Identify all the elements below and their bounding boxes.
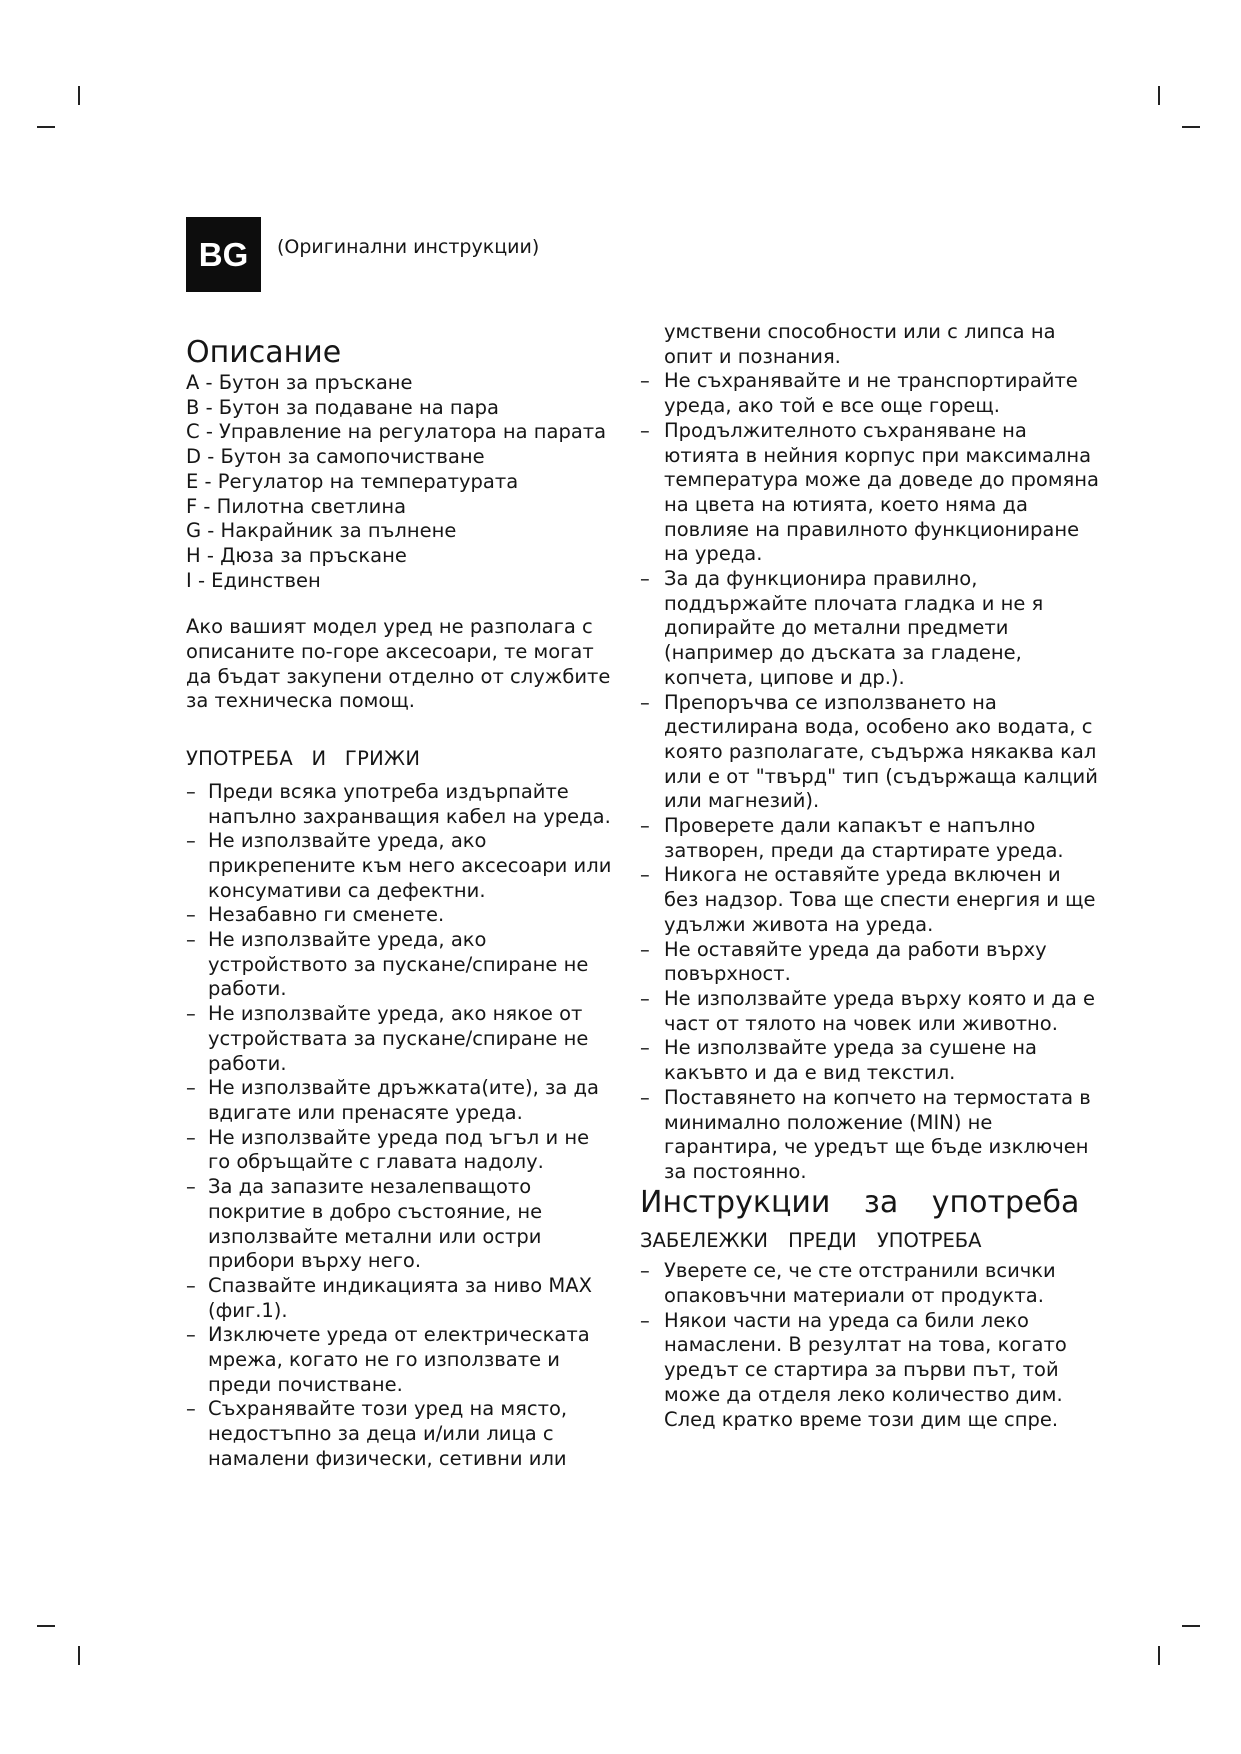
original-instructions-subtitle: (Оригинални инструкции) <box>277 236 540 258</box>
parts-list <box>186 371 616 593</box>
part-item-a: A - Бутон за пръскане <box>186 371 413 394</box>
right-column <box>640 320 1100 1432</box>
part-item-d: D - Бутон за самопочистване <box>186 445 485 469</box>
list-item: – Не използвайте уреда, ако устройството за пускане/спиране не работи. <box>186 928 616 1002</box>
list-item: – Изключете уреда от електрическата мрежа, когато не го използвате и преди почистване. <box>186 1323 616 1397</box>
crop-mark-bottom-left-vertical <box>78 1646 80 1665</box>
list-item: – Не оставяйте уреда да работи върху повърхност. <box>640 938 1100 987</box>
part-item-i: I - Единствен <box>186 568 321 592</box>
list-item: – Не използвайте уреда върху която и да е част от тялото на човек или животно. <box>640 987 1100 1036</box>
list-item: – Никога не оставяйте уреда включен и без надзор. Това ще спести енергия и ще удължи живота на уреда. <box>640 863 1100 937</box>
list-item: – Уверете се, че сте отстранили всички опаковъчни материали от продукта. <box>640 1259 1100 1308</box>
list-item: – Съхранявайте този уред на място, недостъпно за деца и/или лица с намалени физически, сетивни или <box>186 1397 616 1471</box>
instructions-title: Инструкции за употреба <box>640 1184 1080 1220</box>
list-item: – Не съхранявайте и не транспортирайте уреда, ако той е все още горещ. <box>640 369 1100 418</box>
crop-mark-top-right-vertical <box>1158 86 1160 105</box>
list-item: – Проверете дали капакът е напълно затворен, преди да стартирате уреда. <box>640 814 1100 863</box>
notes-before-use-title: ЗАБЕЛЕЖКИ ПРЕДИ УПОТРЕБА <box>640 1228 982 1252</box>
crop-mark-top-right-horizontal <box>1182 126 1200 128</box>
crop-mark-top-left-horizontal <box>37 126 55 128</box>
use-and-care-list <box>186 780 616 1472</box>
list-item: – Незабавно ги сменете. <box>186 903 616 928</box>
crop-mark-bottom-right-horizontal <box>1182 1625 1200 1627</box>
crop-mark-bottom-left-horizontal <box>37 1625 55 1627</box>
list-item: – Поставянето на копчето на термостата в минимално положение (MIN) не гарантира, че уредът ще бъде изключен за постоянно. <box>640 1086 1100 1185</box>
list-item: – За да запазите незалепващото покритие в добро състояние, не използвайте метални или остри прибори върху него. <box>186 1175 616 1274</box>
list-item: – За да функционира правилно, поддържайте плочата гладка и не я допирайте до метални предмети (например до дъската за гладене, копчета, ципове и др.). <box>640 567 1100 691</box>
use-and-care-list-continued <box>640 369 1100 1184</box>
part-item-f: F - Пилотна светлина <box>186 494 407 518</box>
accessories-note: Ако вашият модел уред не разполага с описаните по-горе аксесоари, те могат да бъдат закупени отделно от службите за техническа помощ. <box>186 615 611 713</box>
list-item: – Не използвайте дръжката(ите), за да вдигате или пренасяте уреда. <box>186 1076 616 1125</box>
list-item-continuation: умствени способности или с липса на опит и познания. <box>664 320 1056 368</box>
part-item-c: C - Управление на регулатора на парата <box>186 420 607 444</box>
list-item: – Не използвайте уреда, ако прикрепените към него аксесоари или консумативи са дефектни. <box>186 829 616 903</box>
list-item: – Не използвайте уреда под ъгъл и не го обръщайте с главата надолу. <box>186 1126 616 1175</box>
notes-before-use-list <box>640 1259 1100 1432</box>
language-badge: BG <box>186 217 261 292</box>
part-item-e: E - Регулатор на температурата <box>186 469 519 493</box>
part-item-h: H - Дюза за пръскане <box>186 543 407 567</box>
part-item-b: B - Бутон за подаване на пара <box>186 395 499 419</box>
crop-mark-bottom-right-vertical <box>1158 1646 1160 1665</box>
list-item: – Препоръчва се използването на дестилирана вода, особено ако водата, с която разполагате, съдържа някаква кал или е от "твърд" тип (съдържаща калций или магнезий). <box>640 691 1100 815</box>
crop-mark-top-left-vertical <box>78 86 80 105</box>
description-title: Описание <box>186 335 342 370</box>
list-item: – Някои части на уреда са били леко намаслени. В резултат на това, когато уредът се стартира за първи път, той може да отделя леко количество дим. След кратко време този дим ще спре. <box>640 1309 1100 1433</box>
list-item: – Не използвайте уреда, ако някое от устройствата за пускане/спиране не работи. <box>186 1002 616 1076</box>
list-item: – Продължителното съхраняване на ютията в нейния корпус при максимална температура може да доведе до промяна на цвета на ютията, което няма да повлияе на правилното функциониране на уреда. <box>640 419 1100 567</box>
list-item: – Спазвайте индикацията за ниво MAX (фиг.1). <box>186 1274 616 1323</box>
list-item: – Не използвайте уреда за сушене на какъвто и да е вид текстил. <box>640 1036 1100 1085</box>
left-column <box>186 335 616 1472</box>
part-item-g: G - Накрайник за пълнене <box>186 519 457 543</box>
list-item: – Преди всяка употреба издърпайте напълно захранващия кабел на уреда. <box>186 780 616 829</box>
use-and-care-title: УПОТРЕБА И ГРИЖИ <box>186 747 421 771</box>
